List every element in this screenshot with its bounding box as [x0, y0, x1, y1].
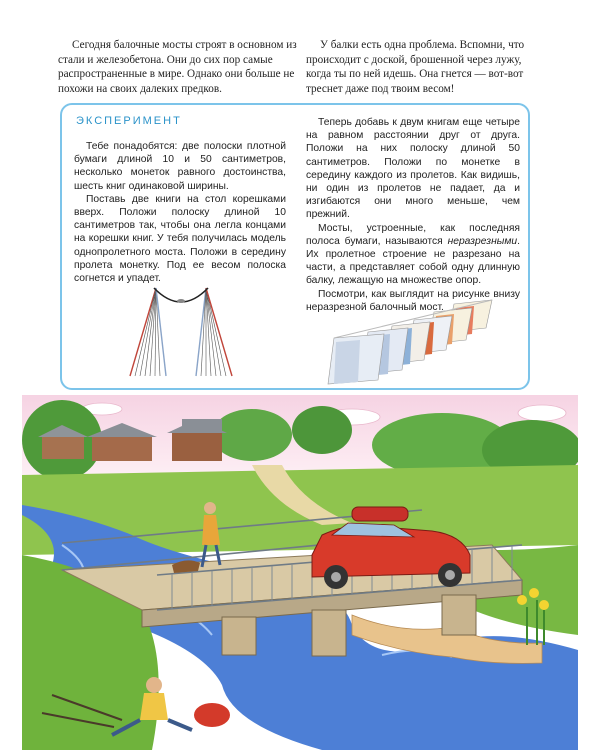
book-row: [328, 300, 492, 384]
bridge-pier-middle: [312, 610, 346, 656]
experiment-multi-span-paragraph: Теперь добавь к двум книгам еще четыре на равном расстоянии друг от друга. Положи на них полоску длиной 50 сантиметров. Положи по монетке в середину каждого из пролетов. Как видишь, ни один из пролетов не падает, да и изгибаются они много меньше, чем прежний.: [306, 117, 520, 221]
experiment-materials-paragraph: Тебе понадобятся: две полоски плотной бумаги длиной 10 и 50 сантиметров, несколько монеток равного достоинства, шесть книг одинаковой ширины.: [74, 141, 286, 192]
look-at-picture-paragraph: Посмотри, как выглядит на рисунке внизу неразрезной балочный мост.: [306, 288, 520, 313]
book-left: [130, 288, 166, 376]
multi-span-books-illustration: [326, 298, 496, 388]
experiment-left-column: [74, 140, 286, 285]
experiment-right-column: [306, 116, 520, 314]
bridge-pier-left: [222, 617, 256, 655]
book-right: [196, 288, 232, 376]
bridge-pier-right: [442, 595, 476, 635]
term-continuous: неразрезными: [447, 235, 518, 247]
continuous-bridge-paragraph: Мосты, устроенные, как последняя полоса бумаги, называются неразрезными. Их пролетное строение не разрезано на части, а представляет собой одну длинную балку, лежащую на множестве опор.: [306, 222, 520, 287]
bridge-scene-illustration: [22, 395, 578, 750]
intro-paragraph-right: У балки есть одна проблема. Вспомни, что происходит с доской, брошенной через лужу, когда ты по ней идешь. Она гнется — вот-вот треснет даже под твоим весом!: [306, 39, 525, 95]
intro-paragraph-left: Сегодня балочные мосты строят в основном из стали и железобетона. Они до сих пор самые распространенные в мире. Однако они больше не похожи на своих далеких предков.: [58, 39, 297, 95]
single-span-books-illustration: [126, 282, 236, 382]
roof-box: [352, 507, 408, 521]
experiment-title: ЭКСПЕРИМЕНТ: [76, 115, 182, 127]
backpack: [194, 703, 230, 727]
experiment-single-span-paragraph: Поставь две книги на стол корешками вверх. Положи полоску длиной 10 сантиметров так, чтобы она легла концами на корешки книг. У тебя получилась модель однопролетного моста. Положи в середину пролета монетку. Под ее весом полоска согнется и упадет.: [74, 193, 286, 285]
coin: [177, 299, 185, 303]
